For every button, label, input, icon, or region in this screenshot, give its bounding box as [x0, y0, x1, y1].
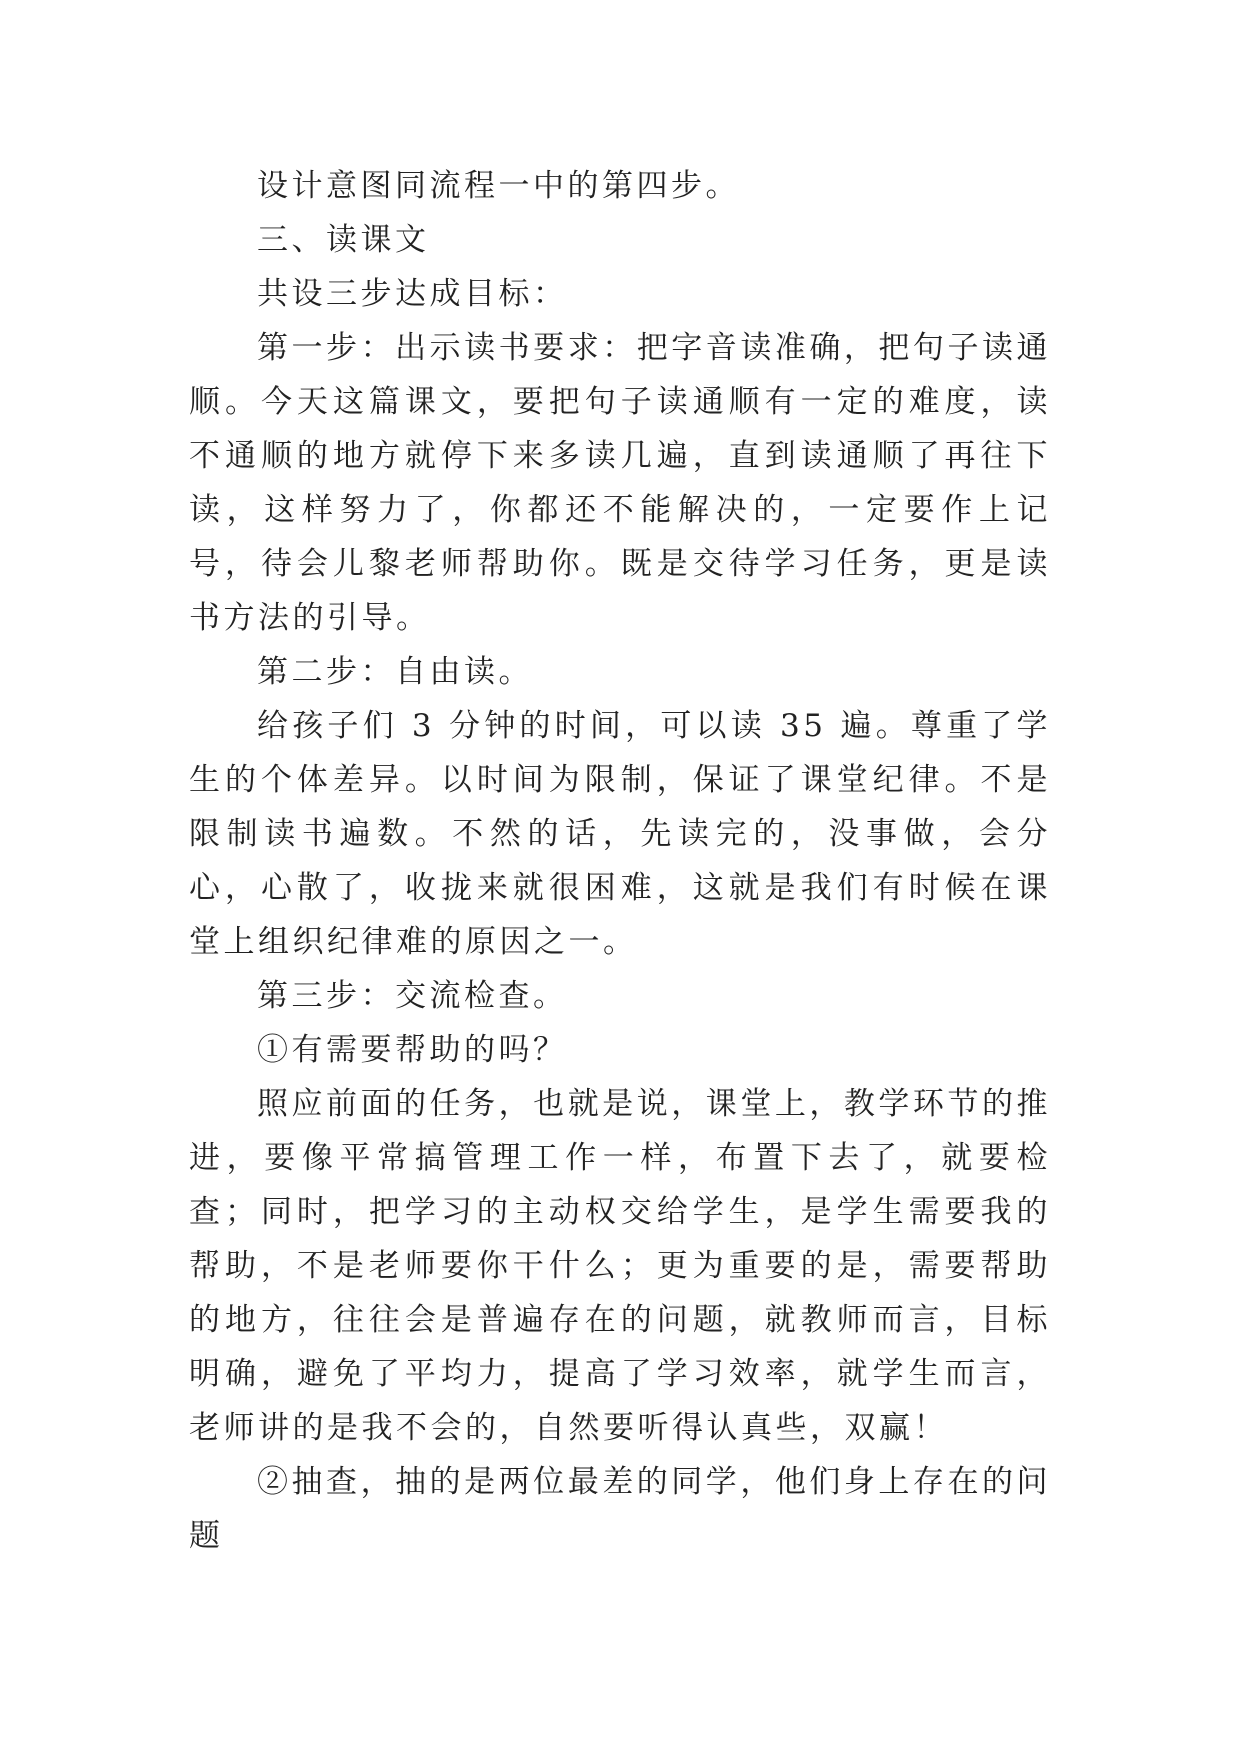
paragraph-three-steps-intro: 共设三步达成目标： — [257, 276, 568, 312]
section-heading-read-text: 三、读课文 — [257, 222, 430, 258]
paragraph-step-one: 第一步：出示读书要求：把字音读准确，把句子读通顺。今天这篇课文，要把句子读通顺有一定的难度，读不通顺的地方就停下来多读几遍，直到读通顺了再往下读，这样努力了，你都还不能解决的，一定要作上记号，待会儿黎老师帮助你。既是交待学习任务，更是读书方法的引导。 — [189, 330, 1051, 636]
paragraph-task-follow-up: 照应前面的任务，也就是说，课堂上，教学环节的推进，要像平常搞管理工作一样，布置下去了，就要检查；同时，把学习的主动权交给学生，是学生需要我的帮助，不是老师要你干什么；更为重要的是，需要帮助的地方，往往会是普遍存在的问题，就教师而言，目标明确，避免了平均力，提高了学习效率，就学生而言，老师讲的是我不会的，自然要听得认真些，双赢！ — [189, 1086, 1051, 1446]
paragraph-design-intent: 设计意图同流程一中的第四步。 — [257, 168, 740, 204]
paragraph-item-one: ①有需要帮助的吗？ — [257, 1032, 568, 1068]
paragraph-step-three: 第三步：交流检查。 — [257, 978, 568, 1014]
paragraph-step-two: 第二步：自由读。 — [257, 654, 533, 690]
paragraph-item-two: ②抽查，抽的是两位最差的同学，他们身上存在的问题 — [189, 1464, 1051, 1554]
paragraph-free-reading-time: 给孩子们 3 分钟的时间，可以读 35 遍。尊重了学生的个体差异。以时间为限制，保证了课堂纪律。不是限制读书遍数。不然的话，先读完的，没事做，会分心，心散了，收拢来就很困难，这就是我们有时候在课堂上组织纪律难的原因之一。 — [189, 708, 1051, 960]
document-body — [189, 159, 1051, 1563]
